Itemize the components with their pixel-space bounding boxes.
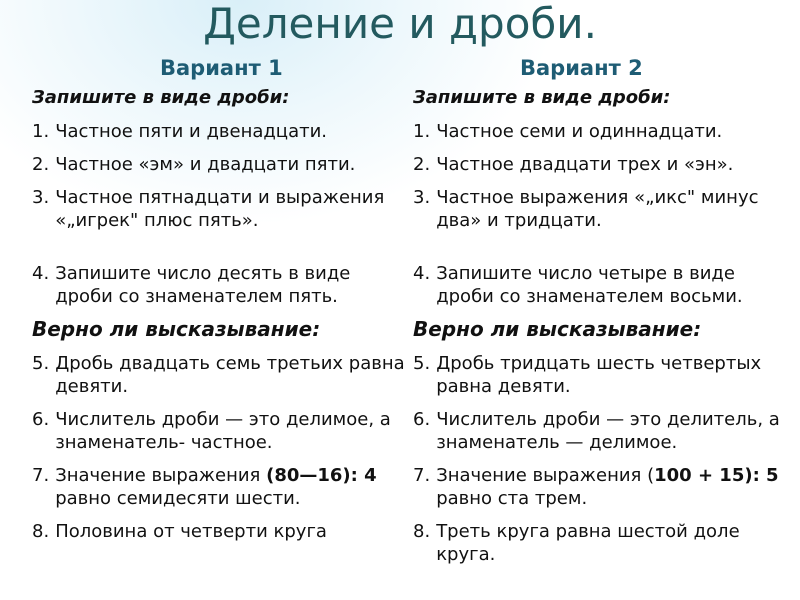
list-item [413, 262, 788, 308]
item-number: 5. [32, 353, 50, 374]
item-text: Числитель дроби — это делимое, а знаменатель- частное. [55, 409, 391, 453]
item-text: Половина от четверти круга [55, 521, 327, 542]
item-number: 1. [413, 121, 431, 142]
list-item [32, 186, 407, 232]
variant-1-label: Вариант 1 [160, 56, 283, 80]
item-number: 1. [32, 121, 50, 142]
item-text [436, 464, 788, 510]
list-item [413, 186, 788, 232]
slide-title: Деление и дроби. [203, 0, 597, 48]
variant-1-column [32, 86, 407, 553]
item-text-pre: Значение выражения ( [436, 465, 655, 486]
item-number: 8. [413, 521, 431, 542]
item-expression: (80—16): 4 [266, 465, 377, 486]
item-number: 3. [32, 187, 50, 208]
item-text-pre: Значение выражения [55, 465, 267, 486]
item-number: 2. [32, 154, 50, 175]
list-item [32, 352, 407, 398]
item-text-post: равно ста трем. [436, 488, 588, 509]
item-number: 4. [32, 263, 50, 284]
item-text-post: равно семидесяти шести. [55, 488, 301, 509]
item-number: 5. [413, 353, 431, 374]
variant-2-column [413, 86, 788, 576]
section-heading-write-fraction: Запишите в виде дроби: [32, 87, 290, 108]
item-number: 3. [413, 187, 431, 208]
item-text: Запишите число четыре в виде дроби со знаменателем восьми. [436, 263, 743, 307]
list-item [32, 262, 407, 308]
list-item [413, 464, 788, 510]
item-text: Частное семи и одиннадцати. [436, 121, 723, 142]
list-item [413, 352, 788, 398]
variant-2-label: Вариант 2 [520, 56, 643, 80]
item-text: Частное пяти и двенадцати. [55, 121, 327, 142]
item-text [55, 464, 407, 510]
list-item [413, 520, 788, 566]
list-item [32, 153, 407, 176]
list-item [32, 120, 407, 143]
item-number: 4. [413, 263, 431, 284]
item-text: Частное пятнадцати и выражения «„игрек" плюс пять». [55, 187, 385, 231]
section-heading-write-fraction: Запишите в виде дроби: [413, 87, 671, 108]
item-number: 7. [32, 465, 50, 486]
item-text: Треть круга равна шестой доле круга. [436, 521, 740, 565]
item-text: Частное двадцати трех и «эн». [436, 154, 734, 175]
item-text: Частное «эм» и двадцати пяти. [55, 154, 356, 175]
list-item [32, 408, 407, 454]
item-number: 6. [32, 409, 50, 430]
item-expression: 100 + 15): 5 [654, 465, 779, 486]
item-number: 8. [32, 521, 50, 542]
list-item [32, 464, 407, 510]
item-text: Дробь тридцать шесть четвертых равна девяти. [436, 353, 762, 397]
section-heading-true-statement: Верно ли высказывание: [413, 317, 702, 341]
item-text: Запишите число десять в виде дроби со знаменателем пять. [55, 263, 351, 307]
list-item [413, 153, 788, 176]
list-item [413, 408, 788, 454]
item-number: 2. [413, 154, 431, 175]
item-text: Числитель дроби — это делитель, а знаменатель — делимое. [436, 409, 780, 453]
item-text: Дробь двадцать семь третьих равна девяти. [55, 353, 405, 397]
list-item [32, 520, 407, 543]
list-item [413, 120, 788, 143]
item-text: Частное выражения «„икс" минус два» и тридцати. [436, 187, 759, 231]
item-number: 7. [413, 465, 431, 486]
item-number: 6. [413, 409, 431, 430]
section-heading-true-statement: Верно ли высказывание: [32, 317, 321, 341]
